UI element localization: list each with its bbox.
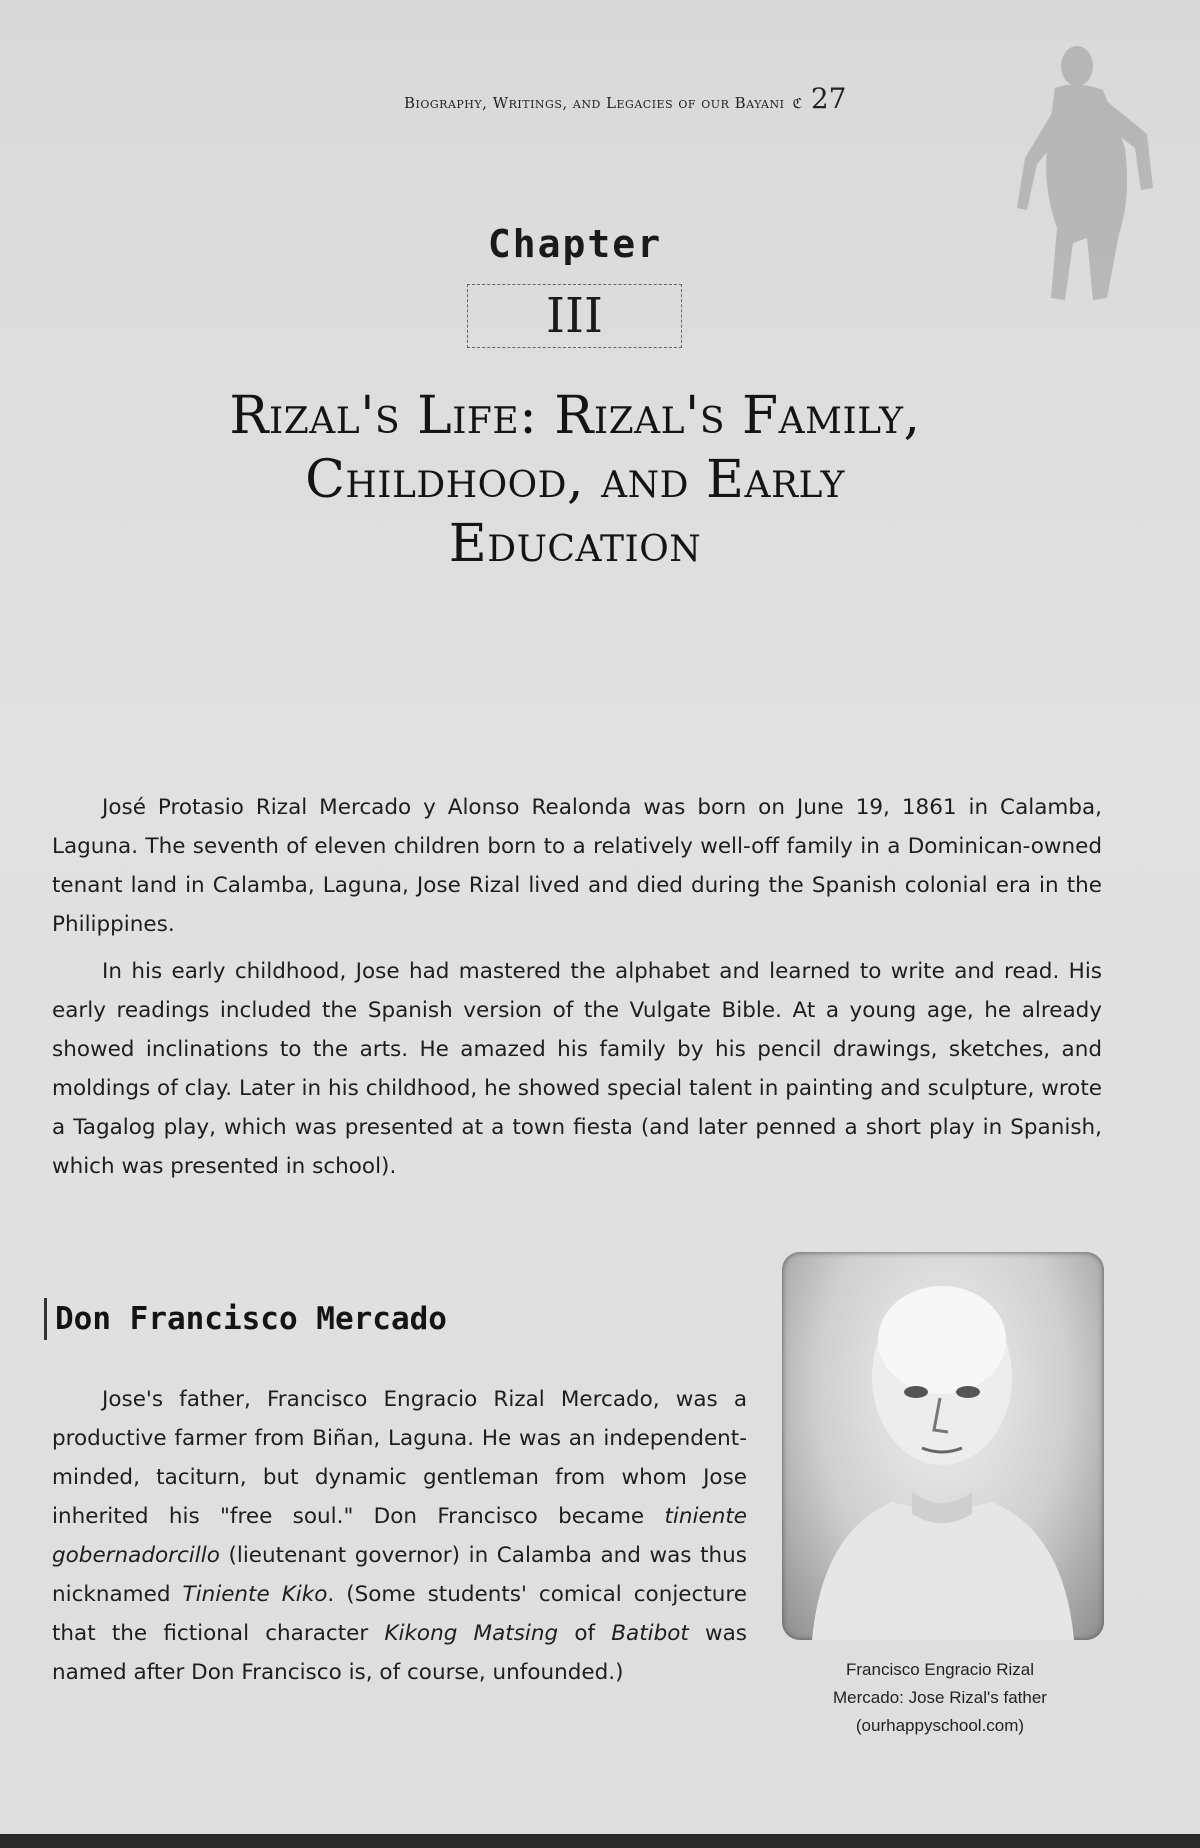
paragraph-text: Jose's father, Francisco Engracio Rizal Mercado, was a productive farmer from Biñan, Laguna. He was an independent-minded, taciturn, but dynamic gentleman from whom Jose inherited his "free soul." Don Francisco became xyxy=(52,1387,747,1529)
section-heading: Don Francisco Mercado xyxy=(44,1298,615,1340)
running-head-title: Biography, Writings, and Legacies of our Bayani xyxy=(404,94,785,112)
chapter-label: Chapter xyxy=(487,222,663,266)
chapter-title xyxy=(120,384,1030,576)
chapter-title-line: Rizal's Life: Rizal's Family, xyxy=(229,386,921,446)
body-paragraph: José Protasio Rizal Mercado y Alonso Realonda was born on June 19, 1861 in Calamba, Laguna. The seventh of eleven children born to a relatively well-off family in a Dominican-owned tenant land in Calamba, Laguna, Jose Rizal lived and died during the Spanish colonial era in the Philippines. xyxy=(52,795,1102,937)
italic-term: Batibot xyxy=(611,1621,689,1646)
body-paragraph: In his early childhood, Jose had mastered the alphabet and learned to write and read. His early readings included the Spanish version of the Vulgate Bible. At a young age, he already showed inclinations to the arts. He amazed his family by his pencil drawings, sketches, and moldings of clay. Later in his childhood, he showed special talent in painting and sculpture, wrote a Tagalog play, which was presented at a town fiesta (and later penned a short play in Spanish, which was presented in school). xyxy=(52,959,1102,1179)
paragraph-text: . (Some students' comical conjecture that the fictional character xyxy=(52,1582,748,1646)
paragraph-text: of xyxy=(558,1621,612,1646)
caption-line: (ourhappyschool.com) xyxy=(855,1716,1025,1735)
chapter-title-line: Education xyxy=(448,514,702,574)
caption-line: Mercado: Jose Rizal's father xyxy=(833,1688,1047,1707)
caption-line: Francisco Engracio Rizal xyxy=(845,1660,1034,1679)
body-paragraph xyxy=(52,1380,747,1692)
photo-caption xyxy=(790,1656,1090,1740)
running-head xyxy=(404,82,1024,115)
chapter-number: III xyxy=(467,284,682,348)
page-number: 27 xyxy=(810,82,847,115)
page-edge xyxy=(0,1834,1200,1848)
running-head-ornament-icon: ℭ xyxy=(792,96,803,112)
paragraph-text: was named after Don Francisco is, of course, unfounded.) xyxy=(52,1621,748,1685)
portrait-figure-icon xyxy=(782,1252,1104,1640)
italic-term: tiniente gobernadorcillo xyxy=(52,1504,747,1568)
paragraph-text: (lieutenant governor) in Calamba and was thus nicknamed xyxy=(52,1543,747,1607)
chapter-title-line: Childhood, and Early xyxy=(305,450,845,510)
italic-term: Kikong Matsing xyxy=(384,1621,559,1646)
italic-term: Tiniente Kiko xyxy=(182,1582,328,1607)
portrait-photo xyxy=(782,1252,1104,1640)
decorative-figure-icon xyxy=(1007,38,1172,368)
